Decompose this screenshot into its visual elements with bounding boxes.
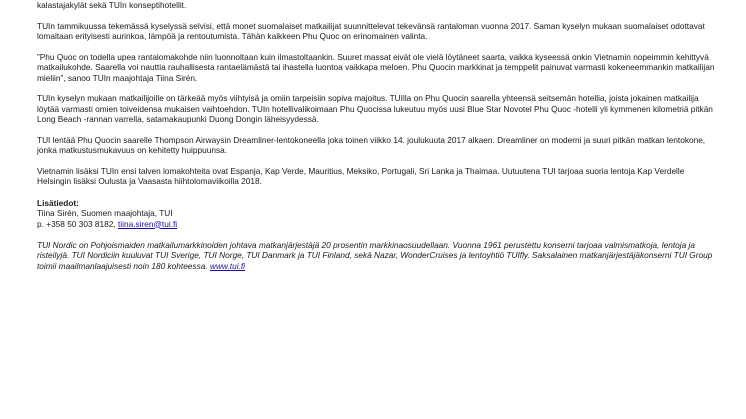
paragraph-concept-hotels: kalastajakylät sekä TUIn konseptihotellit. bbox=[37, 0, 187, 10]
website-link[interactable]: www.tui.fi bbox=[209, 260, 245, 271]
paragraph-quote: ”Phu Quoc on todella upea rantalomakohde niin luonnoltaan kuin ilmastoltaankin. Suuret massat eivät ole vielä löytäneet saarta, vaikka kyseessä onkin Vietnamin nopeimmin kehittyvä matkailukohde. Saarella voi nauttia rauhallisesta rantaelämästä tai ihastella luontoa vaikkapa meloen. Phu Quocin markkinat ja temppelit painuvat varmasti kokeneemmankin matkailijan mieliin”, sanoo TUIn maajohtaja Tiina Sirén. bbox=[37, 51, 715, 83]
paragraph-flights: TUI lentää Phu Quocin saarelle Thompson Airwaysin Dreamliner-lentokoneella joka toinen viikko 14. joulukuuta 2017 alkaen. Dreamliner on moderni ja suuri pitkän matkan lentokone, jonka matkustusmukavuus on kehitetty huippuunsa. bbox=[37, 134, 706, 155]
boilerplate-text: TUI Nordic on Pohjoismaiden matkailumarkkinoiden johtava matkanjärjestäjä 20 prosentin markkinaosuudellaan. Vuonna 1961 perustettu konserni tarjoaa valmismatkoja, lentoja ja risteilyjä. TUI Nordiciin kuuluvat TUI Sverige, TUI Norge, TUI Danmark ja TUI Finland, sekä Nazar, WonderCruises ja lentoyhtiö TUIfly. Saksalainen matkanjärjestäjäkonserni TUI Group toimii maailmanlaajuisesti noin 180 kohteessa. bbox=[37, 239, 713, 271]
contact-email-link[interactable]: tiina.siren@tui.fi bbox=[117, 218, 178, 229]
contact-name: Tiina Sirén, Suomen maajohtaja, TUI bbox=[37, 208, 173, 218]
contact-heading: Lisätiedot: bbox=[37, 197, 79, 208]
press-release-body bbox=[37, 0, 717, 271]
paragraph-survey: TUIn tammikuussa tekemässä kyselyssä selvisi, että monet suomalaiset matkailijat suunnittelevat tekevänsä rantaloman vuonna 2017. Saman kyselyn mukaan suomalaiset odottavat lomaltaan erityisesti aurinkoa, lämpöä ja rentoutumista. Tähän kaikkeen Phu Quoc on erinomainen valinta. bbox=[37, 20, 705, 41]
contact-phone-line bbox=[37, 219, 717, 230]
contact-phone: p. +358 50 303 8182, bbox=[37, 218, 118, 229]
company-boilerplate bbox=[37, 240, 717, 272]
paragraph-destinations: Vietnamin lisäksi TUIn ensi talven lomakohteita ovat Espanja, Kap Verde, Mauritius, Meksiko, Portugali, Sri Lanka ja Thaimaa. Uutuutena TUI tarjoaa suoria lentoja Kap Verdelle Helsingin lisäksi Oulusta ja Vaasasta hiihtolomaviikoilla 2018. bbox=[37, 165, 685, 186]
paragraph-hotels: TUIn kyselyn mukaan matkailijoille on tärkeää myös viihtyisä ja omiin tarpeisiin sopiva majoitus. TUIlla on Phu Quocin saarella yhteensä seitsemän hotellia, joista jokainen matkailija löytää varmasti omien toiveidensa mukaisen vaihtoehdon. TUIn hotellivalikoimaan Phu Quocissa lukeutuu myös uusi Blue Star Novotel Phu Quoc -hotelli yli kymmenen kilometriä pitkän Long Beach -rannan varrella, satamakaupunki Duong Dongin läheisyydessä. bbox=[37, 93, 713, 124]
